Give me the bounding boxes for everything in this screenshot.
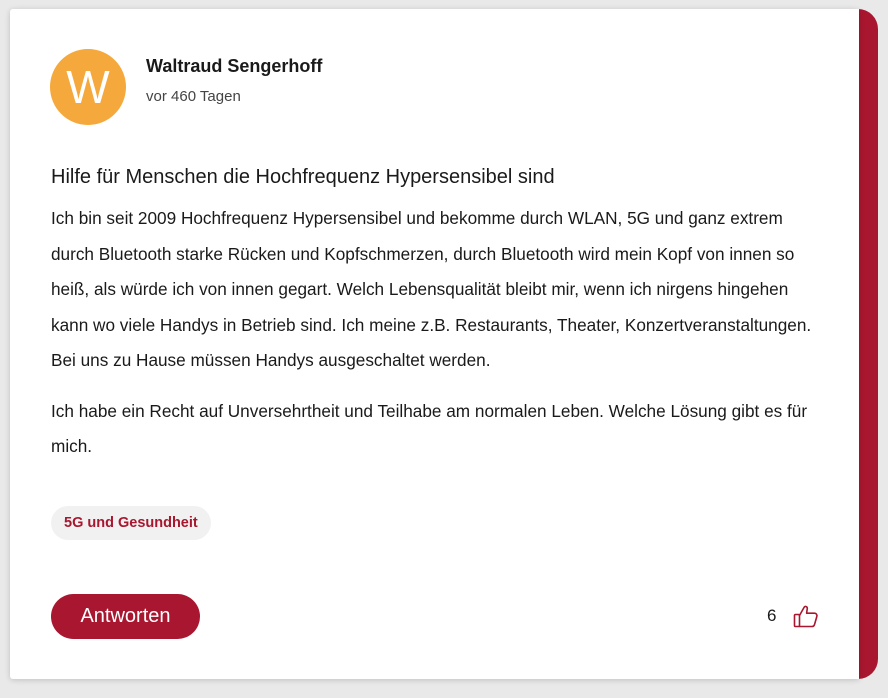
post-card xyxy=(10,9,859,679)
post-paragraph: Ich habe ein Recht auf Unversehrtheit und Teilhabe am normalen Leben. Welche Lösung gibt es für mich. xyxy=(51,400,808,456)
like-count: 6 xyxy=(767,606,777,625)
post-paragraph: Ich bin seit 2009 Hochfrequenz Hypersensibel und bekomme durch WLAN, 5G und ganz extrem durch Bluetooth starke Rücken und Kopfschmerzen, durch Bluetooth wird mein Kopf von innen so heiß, als würde ich von innen gegart. Welch Lebensqualität bleibt mir, wenn ich nirgens hingehen kann wo viele Handys in Betrieb sind. Ich meine z.B. Restaurants, Theater, Konzertveranstaltungen. Bei uns zu Hause müssen Handys ausgeschaltet werden. xyxy=(51,208,812,370)
thumbs-up-icon[interactable] xyxy=(792,602,820,630)
reply-button[interactable]: Antworten xyxy=(51,594,200,639)
post-title: Hilfe für Menschen die Hochfrequenz Hypersensibel sind xyxy=(51,166,555,188)
avatar: W xyxy=(50,49,126,125)
author-name[interactable]: Waltraud Sengerhoff xyxy=(146,56,323,76)
topic-tag[interactable]: 5G und Gesundheit xyxy=(51,506,211,540)
post-body xyxy=(51,201,821,480)
post-date: vor 460 Tagen xyxy=(146,88,241,105)
